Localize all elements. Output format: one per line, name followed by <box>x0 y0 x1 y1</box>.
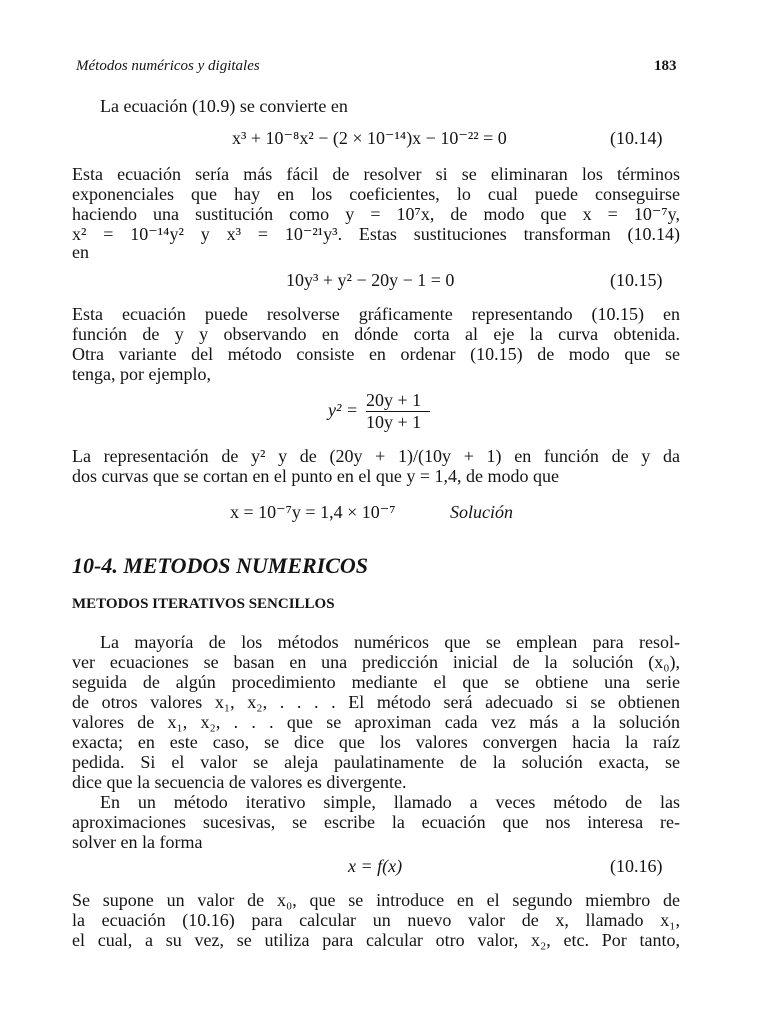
paragraph-line: tenga, por ejemplo, <box>72 364 211 384</box>
paragraph-line: la ecuación (10.16) para calcular un nuevo valor de x, llamado x₁, <box>72 910 680 930</box>
fraction-lhs: y² = <box>328 400 359 420</box>
equation-10-14: x³ + 10⁻⁸x² − (2 × 10⁻¹⁴)x − 10⁻²² = 0 <box>232 128 507 148</box>
paragraph-line: exacta; en este caso, se dice que los valores convergen hacia la raíz <box>72 732 680 752</box>
paragraph-line: Se supone un valor de x₀, que se introduce en el segundo miembro de <box>72 890 680 910</box>
equation-10-16: x = f(x) <box>348 856 403 876</box>
equation-number-10-15: (10.15) <box>610 270 663 290</box>
paragraph-line: el cual, a su vez, se utiliza para calcular otro valor, x₂, etc. Por tanto, <box>72 930 680 950</box>
paragraph-line: Esta ecuación sería más fácil de resolver si se eliminaran los términos <box>72 164 680 184</box>
paragraph-line: pedida. Si el valor se aleja paulatinamente de la solución exacta, se <box>72 752 680 772</box>
fraction-denominator: 10y + 1 <box>366 412 422 432</box>
page-number: 183 <box>654 58 677 74</box>
paragraph-line: en <box>72 242 89 262</box>
paragraph-line: aproximaciones sucesivas, se escribe la ecuación que nos interesa re- <box>72 812 680 832</box>
paragraph-line: Esta ecuación puede resolverse gráficamente representando (10.15) en <box>72 304 680 324</box>
paragraph-line: haciendo una sustitución como y = 10⁷x, de modo que x = 10⁻⁷y, <box>72 204 680 224</box>
equation-10-15: 10y³ + y² − 20y − 1 = 0 <box>286 270 455 290</box>
paragraph-line: dos curvas que se cortan en el punto en el que y = 1,4, de modo que <box>72 466 560 486</box>
paragraph-line: La mayoría de los métodos numéricos que se emplean para resol- <box>100 632 680 652</box>
section-heading: 10-4. METODOS NUMERICOS <box>72 553 369 578</box>
paragraph-line: exponenciales que hay en los coeficientes, lo cual puede conseguirse <box>72 184 680 204</box>
paragraph-line: En un método iterativo simple, llamado a veces método de las <box>100 792 680 812</box>
paragraph-line: seguida de algún procedimiento mediante el que se obtiene una serie <box>72 672 680 692</box>
paragraph-intro: La ecuación (10.9) se convierte en <box>100 96 348 116</box>
paragraph-line: La representación de y² y de (20y + 1)/(10y + 1) en función de y da <box>72 446 680 466</box>
paragraph-line: x² = 10⁻¹⁴y² y x³ = 10⁻²¹y³. Estas sustituciones transforman (10.14) <box>72 224 680 244</box>
paragraph-line: solver en la forma <box>72 832 203 852</box>
paragraph-line: ver ecuaciones se basan en una predicción inicial de la solución (x₀), <box>72 652 680 672</box>
paragraph-line: valores de x₁, x₂, . . . que se aproximan cada vez más a la solución <box>72 712 680 732</box>
equation-number-10-14: (10.14) <box>610 128 663 148</box>
paragraph-line: dice que la secuencia de valores es divergente. <box>72 772 407 792</box>
paragraph-line: de otros valores x₁, x₂, . . . . El método será adecuado si se obtienen <box>72 692 680 712</box>
equation-number-10-16: (10.16) <box>610 856 663 876</box>
solution-label: Solución <box>450 502 513 522</box>
running-title: Métodos numéricos y digitales <box>76 58 260 74</box>
fraction-numerator: 20y + 1 <box>366 390 422 410</box>
equation-solution: x = 10⁻⁷y = 1,4 × 10⁻⁷ <box>230 502 396 522</box>
paragraph-line: función de y y observando en dónde corta al eje la curva obtenida. <box>72 324 680 344</box>
subsection-heading: METODOS ITERATIVOS SENCILLOS <box>72 596 335 612</box>
paragraph-line: Otra variante del método consiste en ordenar (10.15) de modo que se <box>72 344 680 364</box>
